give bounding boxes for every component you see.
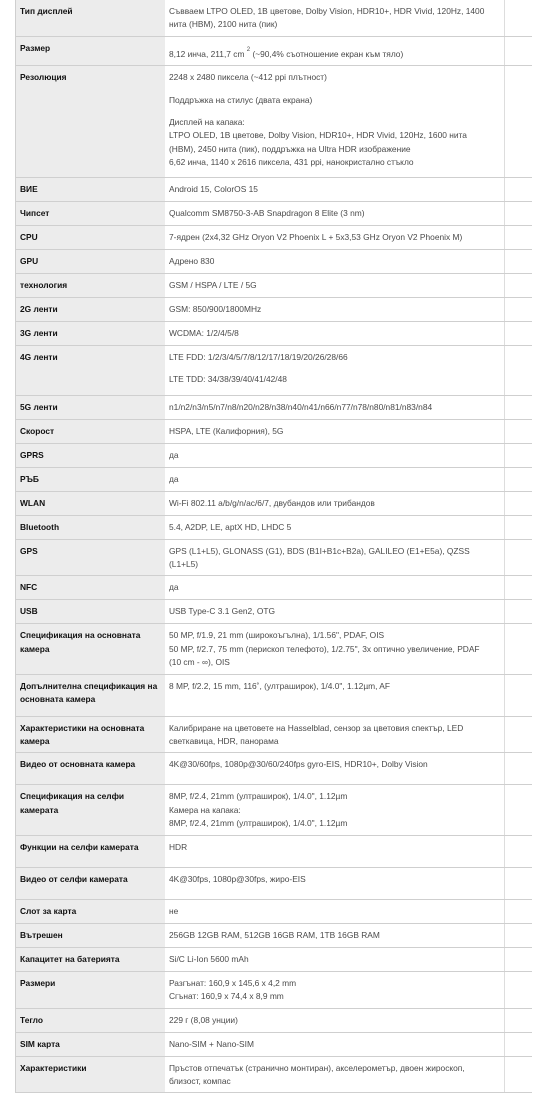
spec-value-line: 7-ядрен (2x4,32 GHz Oryon V2 Phoenix L + 5x3,53 GHz Oryon V2 Phoenix M) xyxy=(169,231,463,242)
spec-value-line: да xyxy=(169,473,179,484)
spec-row xyxy=(16,1008,533,1032)
spec-label: CPU xyxy=(16,225,166,249)
spec-value-line: Сгънат: 160,9 x 74,4 x 8,9 mm xyxy=(169,991,284,1002)
spec-value-line: Nano-SIM + Nano-SIM xyxy=(169,1038,254,1049)
spec-empty-cell xyxy=(505,443,533,467)
spec-value-line: Qualcomm SM8750-3-AB Snapdragon 8 Elite (3 nm) xyxy=(169,208,365,219)
spec-value-line: да xyxy=(169,582,179,593)
spec-row xyxy=(16,539,533,576)
spec-label: Видео от основната камера xyxy=(16,753,166,785)
spec-empty-cell xyxy=(505,867,533,899)
spec-value-line: 6,62 инча, 1140 x 2616 пиксела, 431 ppi, нанокристално стъкло xyxy=(169,157,414,168)
spec-value-line: (10 cm - ∞), OIS xyxy=(169,657,230,668)
spec-label: Bluetooth xyxy=(16,515,166,539)
spec-value-line: 4K@30fps, 1080p@30fps, жиро-EIS xyxy=(169,873,306,884)
spec-value-line: нита (HBM), 2100 нита (пик) xyxy=(169,19,278,30)
spec-label: USB xyxy=(16,600,166,624)
spec-empty-cell xyxy=(505,0,533,36)
spec-row xyxy=(16,971,533,1008)
spec-value-line: GPS (L1+L5), GLONASS (G1), BDS (B1I+B1c+B2a), GALILEO (E1+E5a), QZSS (L1+L5) xyxy=(169,545,470,570)
spec-value xyxy=(165,0,505,36)
spec-value xyxy=(165,36,505,65)
spec-label: Размер xyxy=(16,36,166,65)
spec-row xyxy=(16,947,533,971)
spec-value-line: Дисплей на капака: xyxy=(169,117,245,128)
spec-value xyxy=(165,674,505,716)
spec-label: технология xyxy=(16,273,166,297)
spec-value xyxy=(165,1008,505,1032)
spec-label: Спецификация на основната камера xyxy=(16,624,166,674)
spec-value-line: GSM: 850/900/1800MHz xyxy=(169,303,262,314)
spec-row xyxy=(16,785,533,835)
spec-value xyxy=(165,345,505,395)
spec-label: ВИЕ xyxy=(16,178,166,202)
spec-value xyxy=(165,202,505,225)
spec-value-line: HDR xyxy=(169,841,188,852)
spec-value-line: Адрено 830 xyxy=(169,255,215,266)
spec-empty-cell xyxy=(505,249,533,273)
spec-row xyxy=(16,321,533,345)
spec-value xyxy=(165,225,505,249)
spec-value xyxy=(165,716,505,753)
spec-value-line: 8MP, f/2.4, 21mm (ултраширок), 1/4.0", 1.12µm xyxy=(169,791,348,802)
spec-row xyxy=(16,491,533,515)
spec-value-line: HSPA, LTE (Калифорния), 5G xyxy=(169,425,284,436)
spec-empty-cell xyxy=(505,66,533,178)
spec-empty-cell xyxy=(505,467,533,491)
spec-empty-cell xyxy=(505,491,533,515)
spec-value-line: USB Type-C 3.1 Gen2, OTG xyxy=(169,606,275,617)
spec-value xyxy=(165,178,505,202)
spec-value-line: 50 MP, f/1.9, 21 mm (широкоъгълна), 1/1.56", PDAF, OIS xyxy=(169,630,385,641)
spec-row xyxy=(16,1032,533,1056)
spec-label: NFC xyxy=(16,576,166,600)
spec-value-line: 50 MP, f/2.7, 75 mm (перископ телефото), 1/2.75", 3x оптично увеличение, PDAF xyxy=(169,643,480,654)
spec-empty-cell xyxy=(505,321,533,345)
spec-row xyxy=(16,249,533,273)
spec-value xyxy=(165,753,505,785)
spec-label: Спецификация на селфи камерата xyxy=(16,785,166,835)
size-ratio: (~90,4% съотношение екран към тяло) xyxy=(252,48,404,59)
spec-value-line: n1/n2/n3/n5/n7/n8/n20/n28/n38/n40/n41/n66/n77/n78/n80/n81/n83/n84 xyxy=(169,401,433,412)
specs-table xyxy=(15,0,532,1093)
spec-label: GPRS xyxy=(16,443,166,467)
spec-label: Тип дисплей xyxy=(16,0,166,36)
spec-row xyxy=(16,753,533,785)
spec-value xyxy=(165,321,505,345)
spec-label: РЪБ xyxy=(16,467,166,491)
spec-value xyxy=(165,419,505,443)
spec-empty-cell xyxy=(505,947,533,971)
spec-value-line: Поддръжка на стилус (двата екрана) xyxy=(169,94,313,105)
spec-empty-cell xyxy=(505,178,533,202)
spec-value xyxy=(165,624,505,674)
spec-row xyxy=(16,178,533,202)
spec-label: GPU xyxy=(16,249,166,273)
spec-value-line: светкавица, HDR, панорама xyxy=(169,736,279,747)
spec-label: 2G ленти xyxy=(16,297,166,321)
spec-value-line: Калибриране на цветовете на Hasselblad, сензор за цветовия спектър, LED xyxy=(169,722,464,733)
spec-empty-cell xyxy=(505,971,533,1008)
spec-label: Функции на селфи камерата xyxy=(16,835,166,867)
spec-value xyxy=(165,297,505,321)
spec-empty-cell xyxy=(505,515,533,539)
spec-label: WLAN xyxy=(16,491,166,515)
spec-row xyxy=(16,624,533,674)
spec-row xyxy=(16,395,533,419)
spec-label: Видео от селфи камерата xyxy=(16,867,166,899)
spec-value xyxy=(165,867,505,899)
spec-empty-cell xyxy=(505,899,533,923)
spec-row xyxy=(16,273,533,297)
spec-empty-cell xyxy=(505,785,533,835)
spec-value-line: LTPO OLED, 1B цветове, Dolby Vision, HDR10+, HDR Vivid, 120Hz, 1600 нита xyxy=(169,130,467,141)
spec-empty-cell xyxy=(505,624,533,674)
spec-value-line: 5.4, A2DP, LE, aptX HD, LHDC 5 xyxy=(169,521,292,532)
spec-value-line: Si/C Li-Ion 5600 mAh xyxy=(169,953,249,964)
spec-value xyxy=(165,600,505,624)
spec-value xyxy=(165,923,505,947)
spec-empty-cell xyxy=(505,273,533,297)
spec-value-spacer xyxy=(169,85,500,94)
spec-empty-cell xyxy=(505,1056,533,1093)
spec-label: Резолюция xyxy=(16,66,166,178)
spec-row xyxy=(16,0,533,36)
spec-value xyxy=(165,576,505,600)
spec-value-line: 8MP, f/2.4, 21mm (ултраширок), 1/4.0", 1.12µm xyxy=(169,818,348,829)
spec-empty-cell xyxy=(505,835,533,867)
spec-empty-cell xyxy=(505,345,533,395)
spec-row xyxy=(16,600,533,624)
spec-row xyxy=(16,66,533,178)
spec-label: Допълнителна спецификация на основната камера xyxy=(16,674,166,716)
spec-label: Скорост xyxy=(16,419,166,443)
spec-label: Слот за карта xyxy=(16,899,166,923)
spec-empty-cell xyxy=(505,395,533,419)
spec-empty-cell xyxy=(505,202,533,225)
spec-label: Чипсет xyxy=(16,202,166,225)
spec-empty-cell xyxy=(505,297,533,321)
spec-value-line: LTE FDD: 1/2/3/4/5/7/8/12/17/18/19/20/26/28/66 xyxy=(169,351,348,362)
spec-row xyxy=(16,419,533,443)
spec-value-line: GSM / HSPA / LTE / 5G xyxy=(169,279,257,290)
spec-value xyxy=(165,467,505,491)
spec-label: SIM карта xyxy=(16,1032,166,1056)
spec-value xyxy=(165,1056,505,1093)
spec-row xyxy=(16,225,533,249)
spec-value-line: 2248 x 2480 пиксела (~412 ppi плътност) xyxy=(169,72,327,83)
spec-value xyxy=(165,515,505,539)
spec-row xyxy=(16,297,533,321)
size-main: 8,12 инча, 211,7 cm xyxy=(169,48,245,59)
size-superscript: 2 xyxy=(246,46,251,53)
spec-empty-cell xyxy=(505,419,533,443)
spec-empty-cell xyxy=(505,674,533,716)
spec-label: Характеристики xyxy=(16,1056,166,1093)
spec-value xyxy=(165,395,505,419)
spec-empty-cell xyxy=(505,1008,533,1032)
spec-value-spacer xyxy=(169,364,500,373)
spec-value-line: (HBM), 2450 нита (пик), поддръжка на Ultra HDR изображение xyxy=(169,143,411,154)
spec-value-line: 256GB 12GB RAM, 512GB 16GB RAM, 1TB 16GB RAM xyxy=(169,929,380,940)
spec-row xyxy=(16,36,533,65)
spec-label: 4G ленти xyxy=(16,345,166,395)
spec-row xyxy=(16,443,533,467)
spec-value xyxy=(165,971,505,1008)
spec-value-line: LTE TDD: 34/38/39/40/41/42/48 xyxy=(169,374,287,385)
spec-row xyxy=(16,345,533,395)
spec-value-line: Камера на капака: xyxy=(169,804,241,815)
spec-value xyxy=(165,835,505,867)
spec-label: Размери xyxy=(16,971,166,1008)
spec-row xyxy=(16,835,533,867)
spec-empty-cell xyxy=(505,36,533,65)
spec-label: Тегло xyxy=(16,1008,166,1032)
spec-value xyxy=(165,1032,505,1056)
spec-row xyxy=(16,202,533,225)
spec-value-line xyxy=(169,42,500,61)
specs-table-body xyxy=(16,0,533,1093)
spec-empty-cell xyxy=(505,539,533,576)
spec-row xyxy=(16,923,533,947)
spec-row xyxy=(16,1056,533,1093)
spec-value-line: Съвваем LTPO OLED, 1B цветове, Dolby Vision, HDR10+, HDR Vivid, 120Hz, 1400 xyxy=(169,6,485,16)
spec-value xyxy=(165,66,505,178)
spec-value xyxy=(165,443,505,467)
spec-value-spacer xyxy=(169,107,500,116)
spec-row xyxy=(16,867,533,899)
spec-empty-cell xyxy=(505,225,533,249)
spec-row xyxy=(16,899,533,923)
spec-empty-cell xyxy=(505,923,533,947)
spec-value-line: близост, компас xyxy=(169,1075,231,1086)
spec-value-line: WCDMA: 1/2/4/5/8 xyxy=(169,327,239,338)
spec-value-line: Разгънат: 160,9 x 145,6 x 4,2 mm xyxy=(169,977,297,988)
spec-label: 3G ленти xyxy=(16,321,166,345)
spec-value xyxy=(165,947,505,971)
spec-value-line: 229 г (8,08 унции) xyxy=(169,1014,238,1025)
spec-empty-cell xyxy=(505,576,533,600)
spec-value-line: не xyxy=(169,905,179,916)
spec-empty-cell xyxy=(505,1032,533,1056)
spec-empty-cell xyxy=(505,716,533,753)
spec-label: GPS xyxy=(16,539,166,576)
spec-value-line: Wi-Fi 802.11 a/b/g/n/ac/6/7, двубандов или трибандов xyxy=(169,497,375,508)
spec-row xyxy=(16,716,533,753)
spec-value xyxy=(165,899,505,923)
spec-value-line: 8 MP, f/2.2, 15 mm, 116˚, (ултраширок), 1/4.0", 1.12µm, AF xyxy=(169,680,391,691)
spec-empty-cell xyxy=(505,753,533,785)
spec-value xyxy=(165,491,505,515)
spec-value-line: да xyxy=(169,449,179,460)
spec-row xyxy=(16,674,533,716)
spec-row xyxy=(16,467,533,491)
spec-row xyxy=(16,515,533,539)
spec-value xyxy=(165,249,505,273)
spec-value xyxy=(165,785,505,835)
spec-label: Капацитет на батерията xyxy=(16,947,166,971)
spec-value xyxy=(165,539,505,576)
spec-label: Характеристики на основната камера xyxy=(16,716,166,753)
spec-label: 5G ленти xyxy=(16,395,166,419)
spec-empty-cell xyxy=(505,600,533,624)
spec-row xyxy=(16,576,533,600)
spec-value xyxy=(165,273,505,297)
spec-value-line: Пръстов отпечатък (странично монтиран), акселерометър, двоен жироскоп, xyxy=(169,1062,465,1073)
spec-value-line: 4K@30/60fps, 1080p@30/60/240fps gyro-EIS, HDR10+, Dolby Vision xyxy=(169,759,428,770)
spec-label: Вътрешен xyxy=(16,923,166,947)
spec-value-line: Android 15, ColorOS 15 xyxy=(169,184,258,195)
